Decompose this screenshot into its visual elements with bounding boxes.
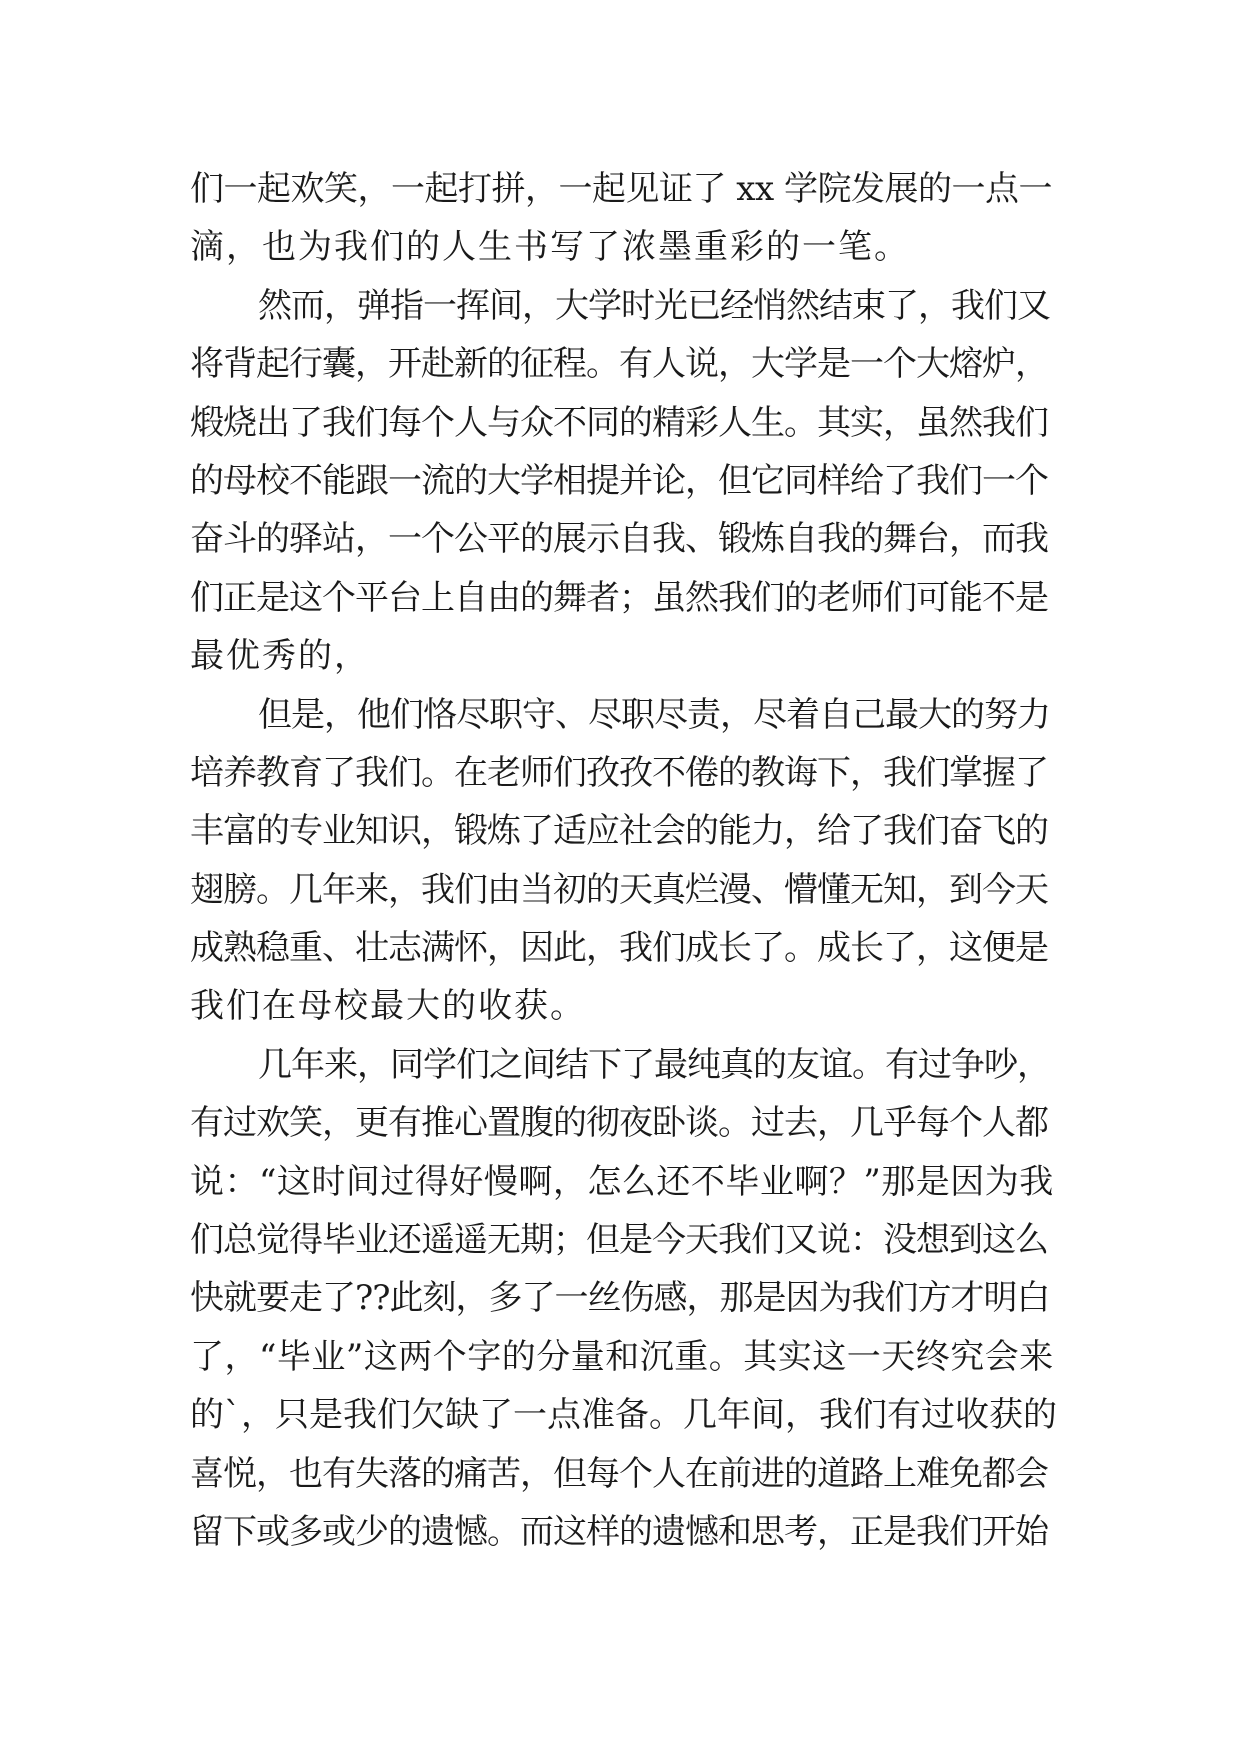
text-line: 有过欢笑，更有推心置腹的彻夜卧谈。过去，几乎每个人都 [190,1103,1048,1144]
text-line: 了，“毕业”这两个字的分量和沉重。其实这一天终究会来 [190,1336,1054,1377]
text-line: 们一起欢笑，一起打拼，一起见证了 xx 学院发展的一点一 [190,169,1052,209]
text-line: 成熟稳重、壮志满怀，因此，我们成长了。成长了，这便是 [190,928,1048,969]
text-line: 说：“这时间过得好慢啊，怎么还不毕业啊？”那是因为我 [190,1161,1054,1202]
text-line: 的`，只是我们欠缺了一点准备。几年间，我们有过收获的 [190,1395,1057,1436]
body-text [190,160,1060,1561]
text-line: 滴，也为我们的人生书写了浓墨重彩的一笔。 [190,227,910,268]
text-line: 奋斗的驿站，一个公平的展示自我、锻炼自我的舞台，而我 [190,519,1048,560]
text-line: 丰富的专业知识，锻炼了适应社会的能力，给了我们奋飞的 [190,811,1048,852]
text-line: 翅膀。几年来，我们由当初的天真烂漫、懵懂无知，到今天 [190,869,1048,910]
text-line: 几年来，同学们之间结下了最纯真的友谊。有过争吵， [258,1044,1050,1085]
text-line: 喜悦，也有失落的痛苦，但每个人在前进的道路上难免都会 [190,1453,1048,1494]
text-line: 们总觉得毕业还遥遥无期；但是今天我们又说：没想到这么 [190,1220,1048,1261]
text-line: 们正是这个平台上自由的舞者；虽然我们的老师们可能不是 [190,577,1048,618]
text-line: 最优秀的， [190,636,370,677]
text-line: 将背起行囊，开赴新的征程。有人说，大学是一个大熔炉， [190,344,1048,385]
text-line: 但是，他们恪尽职守、尽职尽责，尽着自己最大的努力 [258,694,1050,735]
text-line: 培养教育了我们。在老师们孜孜不倦的教诲下，我们掌握了 [190,752,1048,793]
text-line: 快就要走了??此刻，多了一丝伤感，那是因为我们方才明白 [190,1278,1050,1319]
text-line: 我们在母校最大的收获。 [190,986,586,1027]
text-line: 的母校不能跟一流的大学相提并论，但它同样给了我们一个 [190,460,1048,501]
text-line: 留下或多或少的遗憾。而这样的遗憾和思考，正是我们开始 [190,1511,1048,1552]
text-line: 煅烧出了我们每个人与众不同的精彩人生。其实，虽然我们 [190,402,1048,443]
text-line: 然而，弹指一挥间，大学时光已经悄然结束了，我们又 [258,285,1050,326]
